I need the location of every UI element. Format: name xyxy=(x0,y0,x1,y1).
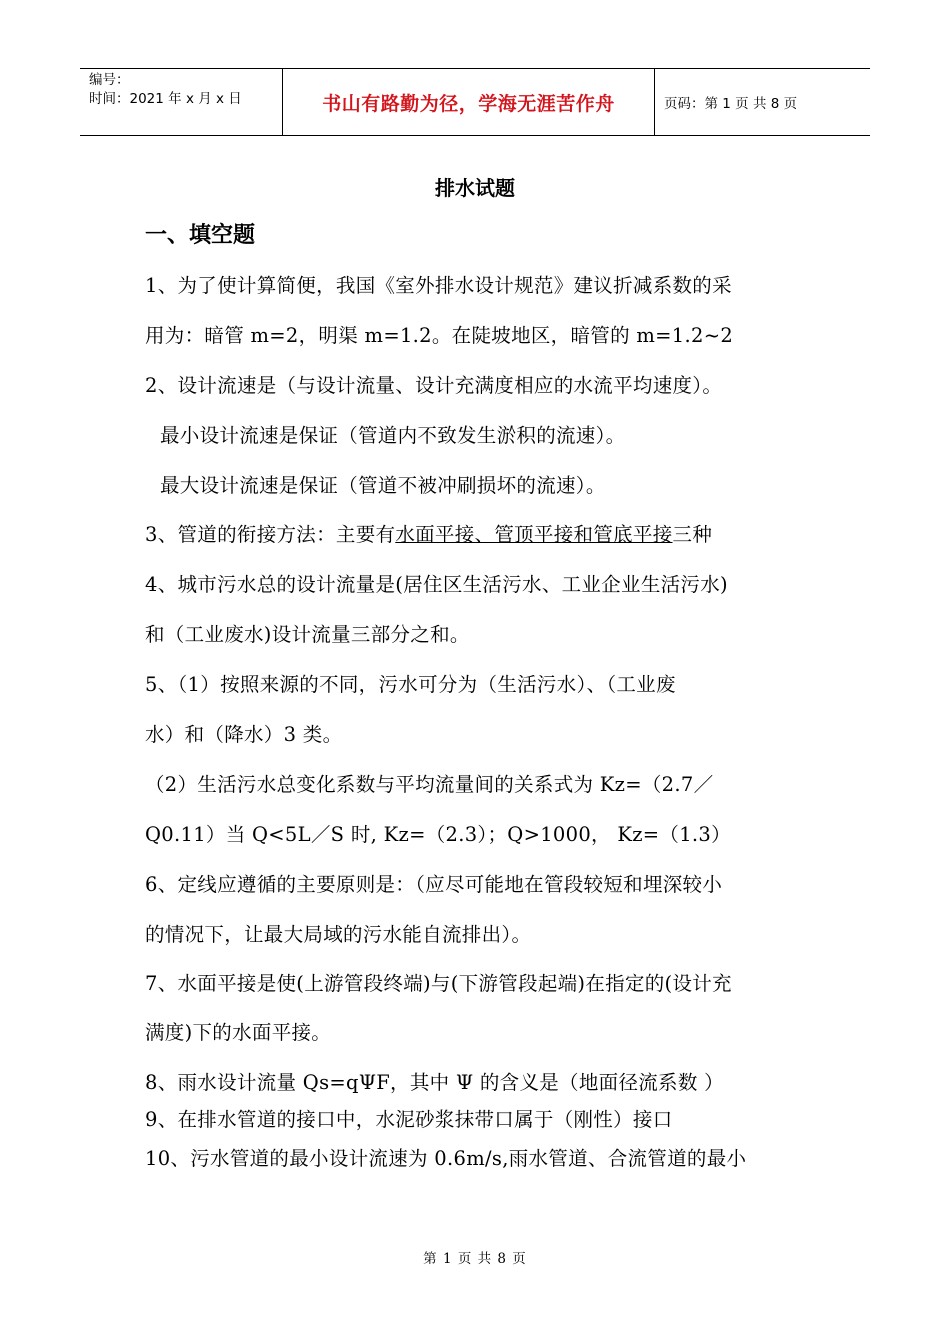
question-7-line-2: 满度)下的水面平接。 xyxy=(145,1021,332,1044)
question-4-line-1: 4、城市污水总的设计流量是(居住区生活污水、工业企业生活污水) xyxy=(145,573,728,596)
question-2-line-3: 最大设计流速是保证（管道不被冲刷损坏的流速）。 xyxy=(160,474,606,497)
question-8-line: 8、雨水设计流量 Qs=qΨF，其中 Ψ 的含义是（地面径流系数 ） xyxy=(145,1071,724,1094)
question-4-line-2: 和（工业废水)设计流量三部分之和。 xyxy=(145,623,470,646)
question-3-underlined-answer: 水面平接、管顶平接和管底平接 xyxy=(395,523,673,546)
question-5-line-2: 水）和（降水）3 类。 xyxy=(145,723,343,746)
header-motto: 书山有路勤为径，学海无涯苦作舟 xyxy=(282,69,655,135)
question-5-line-4: Q0.11）当 Q<5L／S 时, Kz=（2.3）；Q>1000， Kz=（1.3） xyxy=(145,823,731,846)
question-3-suffix: 三种 xyxy=(672,523,713,546)
page-footer: 第 1 页 共 8 页 xyxy=(423,1251,527,1267)
question-5-line-3: （2）生活污水总变化系数与平均流量间的关系式为 Kz=（2.7／ xyxy=(145,773,714,796)
question-6-line-2: 的情况下，让最大局域的污水能自流排出）。 xyxy=(145,923,532,946)
question-1-line-2: 用为：暗管 m=2，明渠 m=1.2。在陡坡地区，暗管的 m=1.2~2 xyxy=(145,324,734,347)
header-left-cell xyxy=(80,69,282,135)
question-1-line-1: 1、为了使计算简便，我国《室外排水设计规范》建议折减系数的采 xyxy=(145,274,732,297)
question-2-line-2: 最小设计流速是保证（管道内不致发生淤积的流速）。 xyxy=(160,424,626,447)
header-page-info: 页码：第 1 页 共 8 页 xyxy=(664,96,798,112)
time-label: 时间：2021 年 x 月 x 日 xyxy=(89,91,242,107)
question-7-line-1: 7、水面平接是使(上游管段终端)与(下游管段起端)在指定的(设计充 xyxy=(145,972,732,995)
question-3-line xyxy=(145,519,712,547)
header-table xyxy=(80,68,870,136)
number-label: 编号： xyxy=(89,72,130,88)
section-title: 一、填空题 xyxy=(145,223,256,248)
question-2-line-1: 2、设计流速是（与设计流量、设计充满度相应的水流平均速度）。 xyxy=(145,374,723,397)
question-5-line-1: 5、（1）按照来源的不同，污水可分为（生活污水）、（工业废 xyxy=(145,673,676,696)
document-title: 排水试题 xyxy=(435,176,515,200)
question-6-line-1: 6、定线应遵循的主要原则是：（应尽可能地在管段较短和埋深较小 xyxy=(145,873,723,896)
question-3-prefix: 3、管道的衔接方法：主要有 xyxy=(145,523,396,546)
question-9-line: 9、在排水管道的接口中，水泥砂浆抹带口属于（刚性）接口 xyxy=(145,1108,673,1131)
question-10-line: 10、污水管道的最小设计流速为 0.6m/s,雨水管道、合流管道的最小 xyxy=(145,1147,747,1170)
